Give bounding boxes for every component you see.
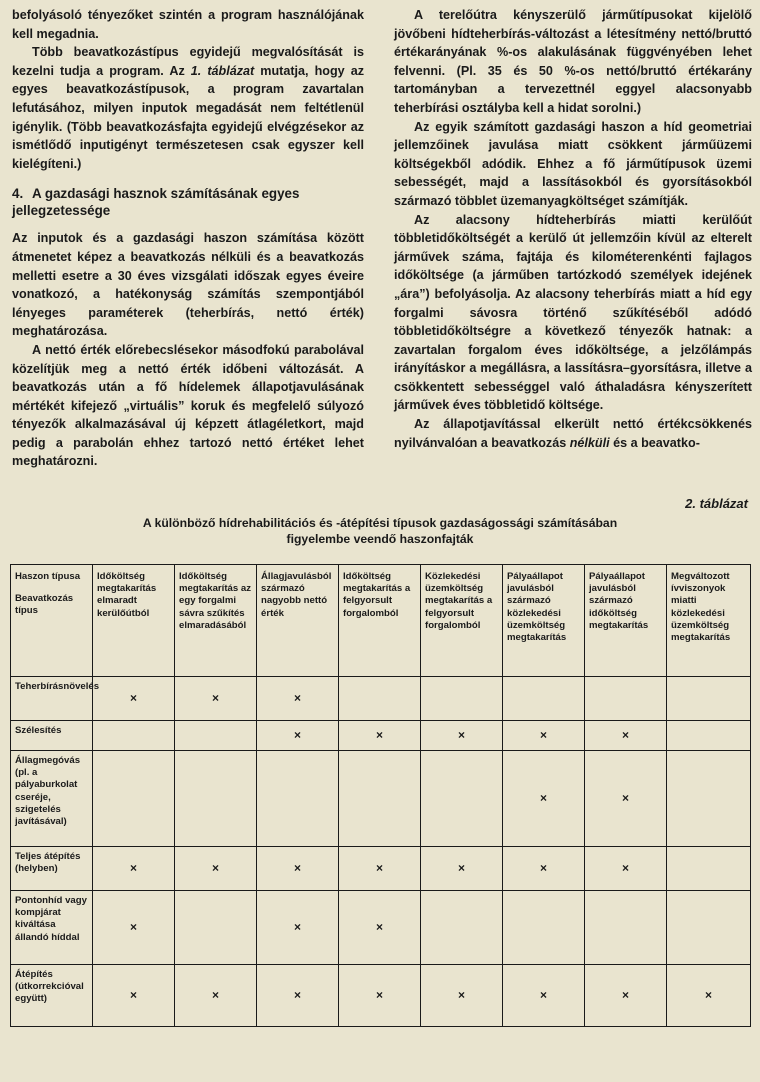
column-header: Állagjavulásból származó nagyobb nettó érték xyxy=(257,565,339,677)
column-header: Időköltség megtakarítás az egy forgalmi sávra szűkítés elmaradásából xyxy=(175,565,257,677)
row-header: Átépítés (útkorrekcióval együtt) xyxy=(11,965,93,1027)
table-cell: × xyxy=(585,965,667,1027)
table-cell: × xyxy=(421,721,503,751)
table-cell xyxy=(93,721,175,751)
table-cell: × xyxy=(339,965,421,1027)
table-row xyxy=(11,751,751,847)
table-cell xyxy=(503,891,585,965)
table-cell: × xyxy=(93,891,175,965)
table-cell: × xyxy=(421,847,503,891)
table-cell xyxy=(339,751,421,847)
table-cell xyxy=(421,891,503,965)
table-cell xyxy=(175,751,257,847)
column-header: Pályaállapot javulásból származó közlekedési üzemköltség megtakarítás xyxy=(503,565,585,677)
benefit-table xyxy=(10,564,751,1027)
table-cell xyxy=(585,891,667,965)
table-cell xyxy=(257,751,339,847)
table-cell: × xyxy=(585,751,667,847)
table-cell xyxy=(585,677,667,721)
table-row xyxy=(11,721,751,751)
column-header: Időköltség megtakarítás elmaradt kerülőútból xyxy=(93,565,175,677)
table-cell xyxy=(339,677,421,721)
table-cell: × xyxy=(585,847,667,891)
table-cell xyxy=(175,891,257,965)
text-columns xyxy=(12,6,752,486)
left-column xyxy=(12,6,364,471)
table-cell xyxy=(667,891,751,965)
paragraph: A nettó érték előrebecslésekor másodfokú parabolával közelítjük meg a nettó érték időbeni változását. A beavatkozás után a fő hídelemek állapotjavulásának mértékét kifejező „virtuális” koruk és megfelelő súlyozó tényezők alkalmazásával új képzett átlagéletkort, majd pedig a parabolán ehhez tartozó nettó értéket lehet meghatározni. xyxy=(12,342,364,469)
table-title: A különböző hídrehabilitációs és -átépítési típusok gazdaságossági számításában figyelembe veendő haszonfajták xyxy=(142,516,618,546)
row-header: Állagmegóvás (pl. a pályaburkolat cseréje, szigetelés javításával) xyxy=(11,751,93,847)
table-cell: × xyxy=(175,965,257,1027)
corner-top-label: Haszon típusa xyxy=(15,571,81,582)
table-reference: 1. táblázat xyxy=(190,63,255,78)
paragraph: Az inputok és a gazdasági haszon számítása között átmenetet képez a beavatkozás nélküli és a beavatkozás melletti esetre a 30 éves vizsgálati időszak egyes éveire vonatkozó, a hatékonyság számítás szempontjából lényeges paraméterek (teherbírás, nettó érték) meghatározása. xyxy=(12,231,364,339)
table-cell: × xyxy=(257,891,339,965)
paragraph: Az alacsony hídteherbírás miatti kerülőút többletidőköltségét a kerülő út jellemzőin kívül az elterelt járművek száma, fajtája és kilométerenkénti fajlagos időköltsége (a járműben tartózkodó személyek idejének „ára”) befolyásolja. Az alacsony teherbírás miatt a híd egy forgalmi sávosra történő szűkítéséből adódó többletidőköltségre a következő tényezők hatnak: a zavartalan forgalom éves időköltsége, a jelzőlámpás irányításkor a megállásra, a lassításra–gyorsításra, illetve a csökkentett sebességgel való áthaladásra kényszerített járművek éves többletidő költsége. xyxy=(394,212,752,413)
table-cell: × xyxy=(175,677,257,721)
row-header: Pontonhíd vagy kompjárat kiváltása állandó híddal xyxy=(11,891,93,965)
table-cell: × xyxy=(257,847,339,891)
table-cell: × xyxy=(503,751,585,847)
table-cell: × xyxy=(339,891,421,965)
table-cell: × xyxy=(93,847,175,891)
table-cell: × xyxy=(503,965,585,1027)
table-cell: × xyxy=(585,721,667,751)
table-cell: × xyxy=(93,965,175,1027)
table-cell xyxy=(667,721,751,751)
table-row xyxy=(11,847,751,891)
column-header: Időköltség megtakarítás a felgyorsult forgalomból xyxy=(339,565,421,677)
table-cell: × xyxy=(257,721,339,751)
paragraph: Több beavatkozástípus egyidejű megvalósítását is kezelni tudja a program. Az 1. táblázat mutatja, hogy az egyes beavatkozástípusok, a program zavartalan lefutásához, milyen inputok megadását nem feltétlenül igénylik. (Több beavatkozásfajta egyidejű elvégzésekor az ismétlődő inputigényt természetesen csak egyszer kell kielégíteni.) xyxy=(12,45,364,171)
column-header: Megváltozott ívviszonyok miatti közlekedési üzemköltség megtakarítás xyxy=(667,565,751,677)
table-cell: × xyxy=(93,677,175,721)
row-header: Teljes átépítés (helyben) xyxy=(11,847,93,891)
column-header: Közlekedési üzemköltség megtakarítás a felgyorsult forgalomból xyxy=(421,565,503,677)
column-header: Pályaállapot javulásból származó időköltség megtakarítás xyxy=(585,565,667,677)
table-header-row xyxy=(11,565,751,677)
table-corner-cell xyxy=(11,565,93,677)
table-cell: × xyxy=(421,965,503,1027)
row-header: Szélesítés xyxy=(11,721,93,751)
table-label: 2. táblázat xyxy=(685,496,748,511)
corner-bottom-label: Beavatkozás típus xyxy=(15,593,74,617)
table-cell xyxy=(667,677,751,721)
paragraph: Az egyik számított gazdasági haszon a híd geometriai jellemzőinek javulása miatt csökkent járműüzemi költségekből adódik. Ehhez a fő járműtípusok üzemi sebességét, majd a lassításokból és gyorsításokból származó többlet üzemanyagköltséget számítják. xyxy=(394,119,752,208)
table-cell xyxy=(667,847,751,891)
table-cell: × xyxy=(257,965,339,1027)
table-cell: × xyxy=(503,721,585,751)
table-cell xyxy=(93,751,175,847)
row-header: Teherbírásnövelés xyxy=(11,677,93,721)
table-cell: × xyxy=(503,847,585,891)
right-column xyxy=(394,6,752,452)
table-cell: × xyxy=(339,721,421,751)
table-cell xyxy=(421,677,503,721)
table-cell: × xyxy=(667,965,751,1027)
table-cell xyxy=(503,677,585,721)
table-cell xyxy=(667,751,751,847)
section-heading: 4. A gazdasági hasznok számításának egyes jellegzetessége xyxy=(12,186,300,219)
table-row xyxy=(11,891,751,965)
table-cell xyxy=(175,721,257,751)
paragraph: Az állapotjavítással elkerült nettó értékcsökkenés nyilvánvalóan a beavatkozás nélküli és a beavatko- xyxy=(394,417,752,450)
table-cell xyxy=(421,751,503,847)
table-row xyxy=(11,965,751,1027)
table-cell: × xyxy=(257,677,339,721)
table-row xyxy=(11,677,751,721)
table-cell: × xyxy=(339,847,421,891)
paragraph: befolyásoló tényezőket szintén a program használójának kell megadnia. xyxy=(12,8,364,41)
paragraph: A terelőútra kényszerülő járműtípusokat kijelölő jövőbeni hídteherbírás-változást a létesítmény nettó/bruttó értékarányának %-os alakulásának függvényében lehet felvenni. (Pl. 35 és 50 %-os nettó/bruttó értékarány tartományban a tervezettnél eggyel alacsonyabb teherbírási osztályba kell a hidat sorolni.) xyxy=(394,8,752,115)
table-cell: × xyxy=(175,847,257,891)
